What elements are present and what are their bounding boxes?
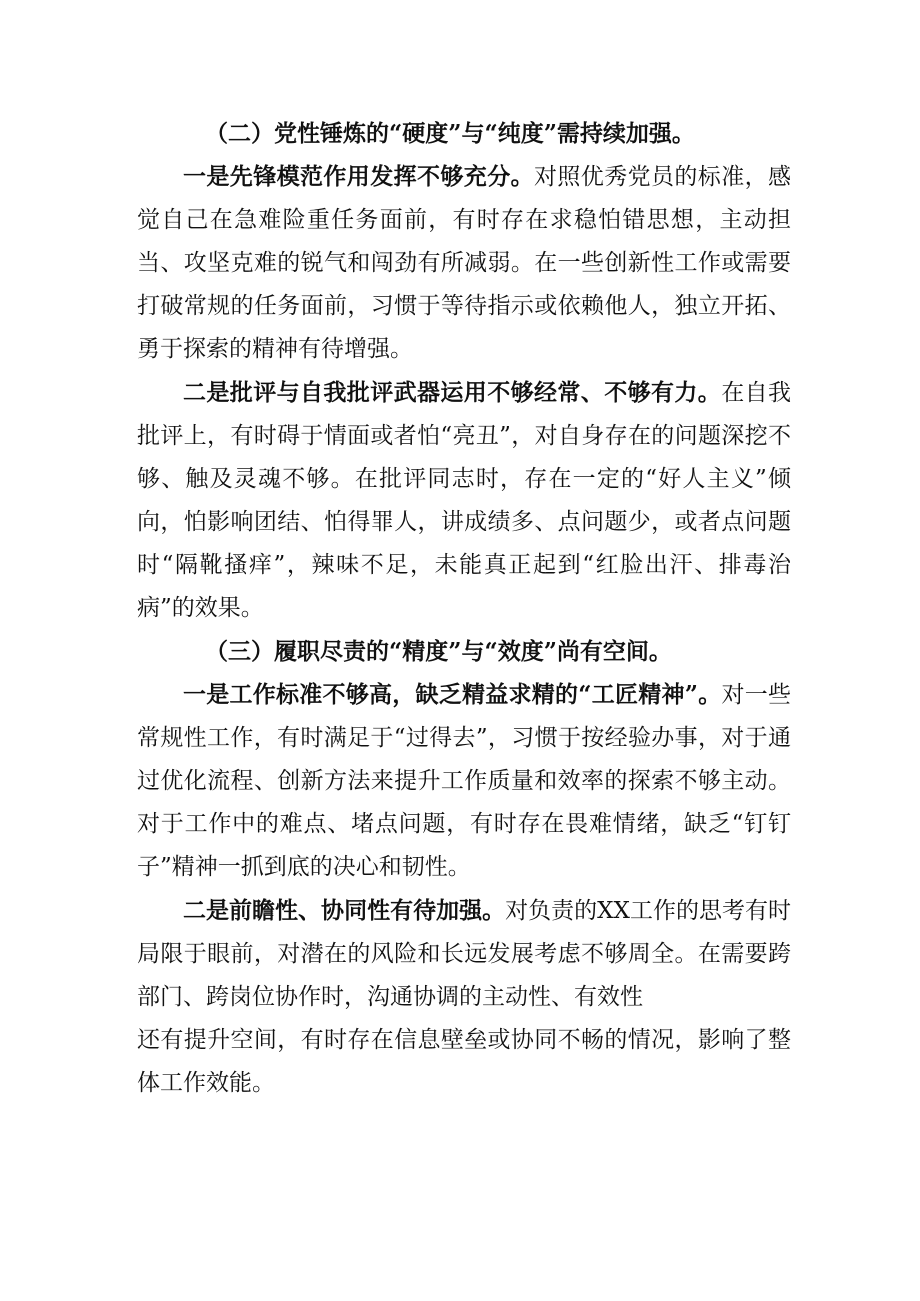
paragraph-body: 在自我批评上，有时碍于情面或者怕“亮丑”，对自身存在的问题深挖不够、触及灵魂不够。在批评同志时，存在一定的“好人主义”倾向，怕影响团结、怕得罪人，讲成绩多、点问题少，或者点问题时“隔靴搔痒”，辣味不足，未能真正起到“红脸出汗、排毒治病”的效果。 xyxy=(137,380,792,621)
paragraph-body: 对一些常规性工作，有时满足于“过得去”，习惯于按经验办事，对于通过优化流程、创新方法来提升工作质量和效率的探索不够主动。对于工作中的难点、堵点问题，有时存在畏难情绪，缺乏“钉钉子”精神一抓到底的决心和韧性。 xyxy=(137,682,792,880)
paragraph-work-standard xyxy=(137,673,791,889)
paragraph-foresight-continued: 还有提升空间，有时存在信息壁垒或协同不畅的情况，影响了整体工作效能。 xyxy=(137,1027,791,1096)
paragraph-lead: 二是批评与自我批评武器运用不够经常、不够有力。 xyxy=(183,379,722,406)
paragraph-criticism xyxy=(137,371,791,630)
document-body xyxy=(137,112,791,1105)
paragraph-lead: 二是前瞻性、协同性有待加强。 xyxy=(183,897,506,924)
paragraph-body: 对负责的XX工作的思考有时局限于眼前，对潜在的风险和长远发展考虑不够周全。在需要跨部门、跨岗位协作时，沟通协调的主动性、有效性 xyxy=(137,898,791,1010)
paragraph-foresight xyxy=(137,889,791,1019)
paragraph-lead: 一是工作标准不够高，缺乏精益求精的“工匠精神”。 xyxy=(183,681,722,708)
section-heading-3: （三）履职尽责的“精度”与“效度”尚有空间。 xyxy=(205,638,672,665)
paragraph-body: 对照优秀党员的标准，感觉自己在急难险重任务面前，有时存在求稳怕错思想，主动担当、攻坚克难的锐气和闯劲有所减弱。在一些创新性工作或需要打破常规的任务面前，习惯于等待指示或依赖他人，独立开拓、勇于探索的精神有待增强。 xyxy=(137,164,792,362)
paragraph-pioneer-role xyxy=(137,155,791,371)
paragraph-lead: 一是先锋模范作用发挥不够充分。 xyxy=(183,163,534,190)
section-heading-2: （二）党性锤炼的“硬度”与“纯度”需持续加强。 xyxy=(205,120,695,147)
